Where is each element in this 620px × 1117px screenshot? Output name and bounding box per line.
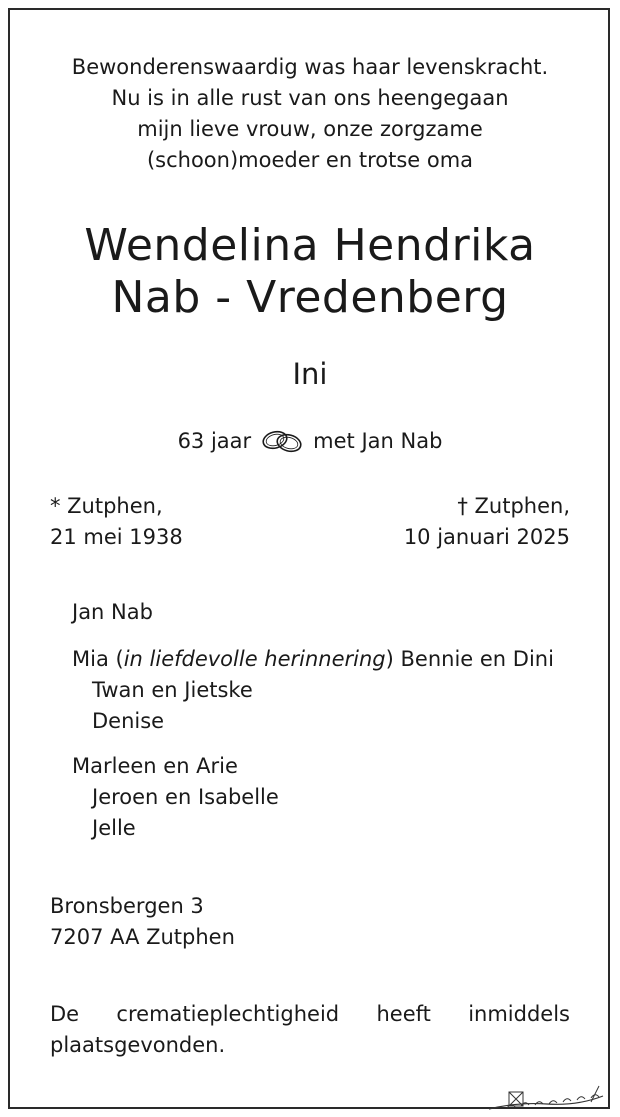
publisher-logo-icon [487,1082,605,1112]
grandchild: Jelle [92,816,136,840]
grandchild: Denise [92,709,165,733]
address-street: Bronsbergen 3 [50,894,204,918]
birth-place: * Zutphen, [50,494,163,518]
marriage-spouse: met Jan Nab [313,429,443,453]
intro-line: Nu is in alle rust van ons heengegaan [111,86,509,110]
family-spouse: Jan Nab [72,600,153,624]
wedding-rings-icon [259,428,305,454]
family-member: ) Bennie en Dini [385,647,554,671]
intro-line: mijn lieve vrouw, onze zorgzame [137,117,483,141]
address [50,891,235,953]
death-info [404,491,570,553]
marriage-years: 63 jaar [177,429,252,453]
marriage-line [0,426,620,456]
intro-line: Bewonderenswaardig was haar levenskracht. [71,55,549,79]
address-city: 7207 AA Zutphen [50,925,235,949]
name-line-2: Nab - Vredenberg [111,272,509,323]
memorial-note: in liefdevolle herinnering [123,647,386,671]
intro-text [0,52,620,176]
intro-line: (schoon)moeder en trotse oma [146,148,474,172]
cremation-notice: De crematieplechtigheid heeft inmiddels plaatsgevonden. [50,1002,570,1057]
death-place: † Zutphen, [457,494,570,518]
family-group-mia [72,644,554,737]
deceased-name [0,220,620,324]
nickname: Ini [292,357,328,391]
family-line [72,644,554,675]
grandchild: Jeroen en Isabelle [92,785,279,809]
family-group-marleen [72,751,279,844]
birth-date: 21 mei 1938 [50,525,183,549]
family-member: Marleen en Arie [72,754,238,778]
death-date: 10 januari 2025 [403,525,570,549]
grandchild: Twan en Jietske [92,678,253,702]
family-member: Mia ( [72,647,124,671]
birth-info [50,491,183,553]
name-line-1: Wendelina Hendrika [84,220,536,271]
